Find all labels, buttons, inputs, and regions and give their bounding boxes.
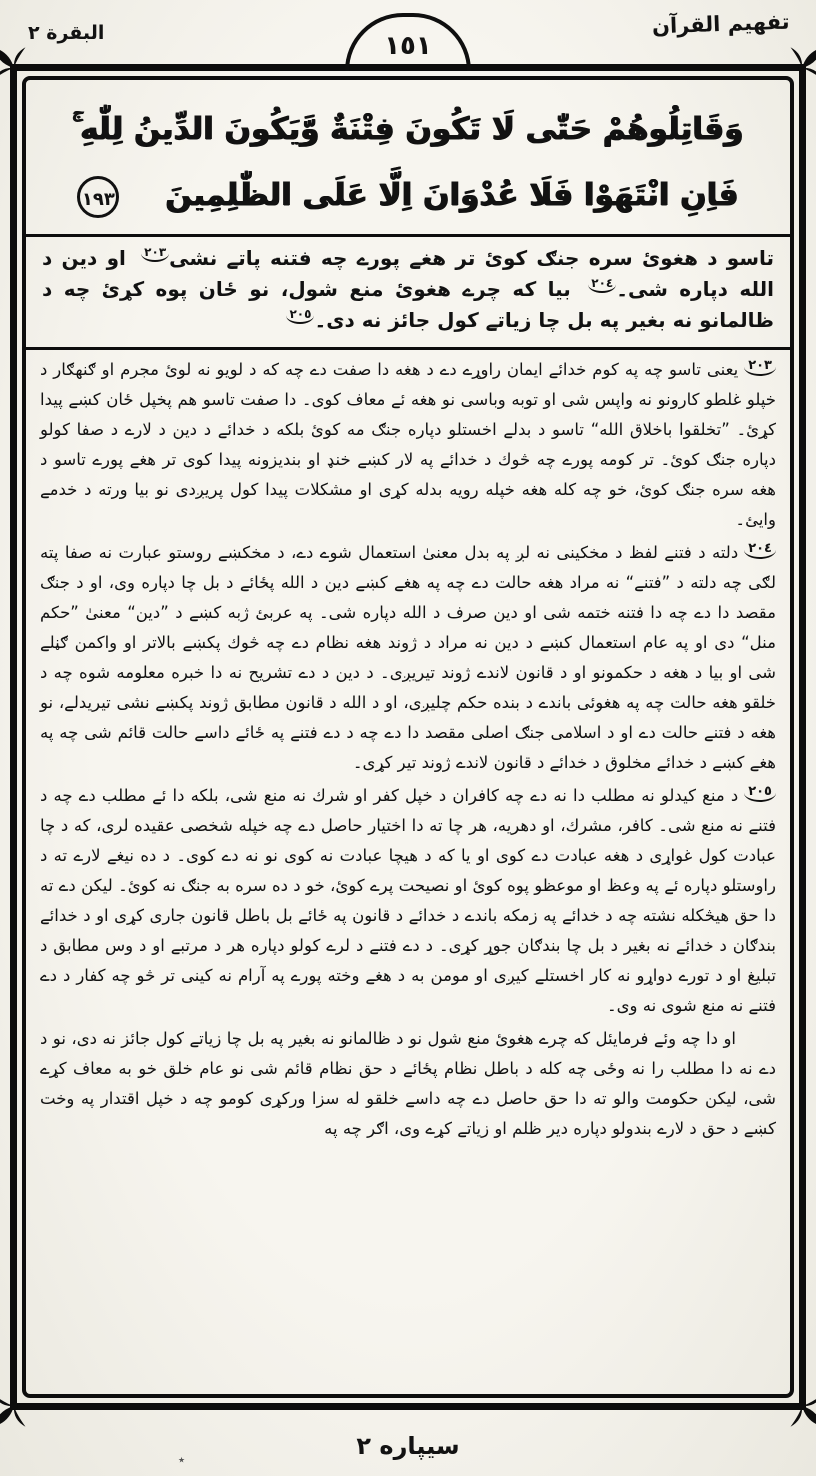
footnote-number: ٢٠٥ [744,784,776,802]
translation-paragraph [40,237,776,345]
footnote-text: د منع كيدلو نه مطلب دا نه دے چه كافران د خپل كفر او شرك نه منع شى، بلكه دا ئے مطلب دے چه د فتنے نه منع شى۔ كافر، مشرك، او دهريه، هر چا ته دا اختيار حاصل دے چه خپله شخصى عقيده لرى، كه د چا عبادت كول غواړى د هغه عبادت دے كوى او يا كه د هيچا عبادت نه كوى نو نه دے كوى۔ د ده نيغے لارے ته د راوستلو دپاره ئے په وعظ او موعظو پوه كوئ او نصيحت پرے كوئ، خو د ده سره به جنګ نه كوئ۔ ليكن دے ته دا حق هيڅكله نشته چه د خدائے په زمكه باندے د خدائے د قانون په ځائے بل باطل قانون جارى كړى او د خدائے بندګان د خدائے نه بغير د بل چا بندګان جوړ كړى۔ د دے فتنے د لرے كولو دپاره هر د مرتبے او د وس مطابق د تبليغ او د تورے دواړو نه كار اخستلے كيږى او مومن به د هغے وخته پورے په آرام نه كينى تر څو چه كفار د دے فتنے نه منع شوى نه وى۔ [40,786,776,1015]
translation-segment: بيا كه چرے هغوئ منع شول، نو ځان پوه كړئ چه د ظالمانو نه بغير په بل چا زياتے كول جائز نه دى۔ [42,277,774,332]
footer-ornament-mark: ٭ [178,1453,186,1468]
verse-line-2-text: فَاِنِ انْتَهَوْا فَلَا عُدْوَانَ اِلَّا عَلَى الظّٰلِمِينَ [165,177,739,213]
corner-ornament-icon [779,45,816,91]
translation-segment: تاسو د هغوئ سره جنګ كوئ تر هغے پورے چه فتنه پاتے نشى [169,246,775,270]
ornamental-frame [10,64,806,1410]
verse-line-1: وَقَاتِلُوهُمْ حَتّٰى لَا تَكُونَ فِتْنَةٌ وَّيَكُونَ الدِّينُ لِلّٰهِ ۚ [72,111,744,147]
footnote-paragraph [40,781,776,1021]
page-footer [0,1432,816,1460]
verse-number-circle: ١٩٣ [77,176,119,218]
translation-segment: او دين د الله دپاره شى۔ [42,246,775,301]
footnote-continuation: او دا چه وئے فرمايئل كه چرے هغوئ منع شول نو د ظالمانو نه بغير په بل چا زياتے كول جائز نه دى، نو د دے نه دا مطلب را نه وځى چه كله د باطل نظام پځائے د حق نظام قائم شى نو عام خلق خو به معاف كړے شى، ليكن حكومت والو ته دا حق حاصل دے چه داسے خلقو له سزا وركړى كومو چه د خپل اقتدار په وخت كښے د حق د لارے بندولو دپاره دير ظلم او زياتے كړے وى، اګر چه په [40,1029,776,1138]
juz-label: سيپاره ٢ [356,1432,460,1460]
verse-line-2 [42,162,774,228]
page-number: ١٥١ [384,31,432,61]
quran-verse-block [40,84,776,232]
footnote-number: ٢٠٤ [744,541,776,559]
footnote-text: دلته د فتنے لفظ د مخكينى نه لږ په بدل معنىٰ استعمال شوے دے، د مخكښے روستو عبارت نه صفا پته لګى چه دلته د ”فتنے“ نه مراد هغه حالت دے چه په هغے كښے دين د الله پځائے د بل چا دپاره وى، او د جنګ مقصد دا دے چه دا فتنه ختمه شى او دين صرف د الله دپاره شى۔ په عربئ ژبه كښے د ”دين“ معنىٰ ”حكم منل“ دى او په عام استعمال كښے د دين نه مراد د ژوند هغه نظام دے چه څوك پكښے بالاتر او واكمن ګڼلے شى او بيا د هغه د حكمونو او د قانون لاندے ژوند تيريږى۔ د دين د دے تشريح نه دا خبره معلومه شوه چه د خلقو هغه حالت چه په هغوئى باندے د بنده حكم چليږى، او د الله د قانون مطابق ژوند پكښے نشى تيريدلے، نو هغه د فتنے حالت دے او د اسلامى جنګ اصلى مقصد دا دے چه د دے فتنے په ځائے داسے حالت قائم شى چه په هغے كښے د خدائے مخلوق د خدائے د قانون لاندے ژوند تير كړى۔ [40,543,776,772]
commentary-section [40,350,776,1144]
footnote-paragraph [40,355,776,535]
surah-title: البقرة ٢ [28,22,105,44]
footnote-paragraph [40,538,776,778]
footnote-ref: ٢٠٣ [141,245,169,262]
corner-ornament-icon [0,1383,37,1429]
footnote-number: ٢٠٣ [744,358,776,376]
footnote-text: يعنى تاسو چه په كوم خدائے ايمان راوړے دے د هغه دا صفت دے چه كه د لويو نه لوئ مجرم او ګنهګار د خپلو غلطو كارونو نه واپس شى او توبه وباسى نو هغه ئے معاف كوى۔ دا صفت تاسو هم پخپل ځان كښے پيدا كړئ۔ ”تخلقوا باخلاق الله“ تاسو د بدلے اخستلو دپاره جنګ مه كوئ بلكه د خدائے د دين د لارے د صفا كولو دپاره جنګ كوئ۔ تر كومه پورے چه څوك د خدائے په لار كښے خنډ او بنديزونه پيدا كوى تر هغے پورے تاسو د هغه سره جنګ كوئ، خو چه كله هغه خپله رويه بدله كړى او مشكلات پيدا كول پريږدى نو بيا ورته د خدمے وايئ۔ [40,360,776,529]
page-number-arc [345,13,471,71]
corner-ornament-icon [0,45,37,91]
corner-ornament-icon [779,1383,816,1429]
footnote-ref: ٢٠٥ [286,307,314,324]
book-title: تفهيم القرآن [652,9,791,39]
footnote-ref: ٢٠٤ [588,276,616,293]
frame-inner [22,76,794,1398]
